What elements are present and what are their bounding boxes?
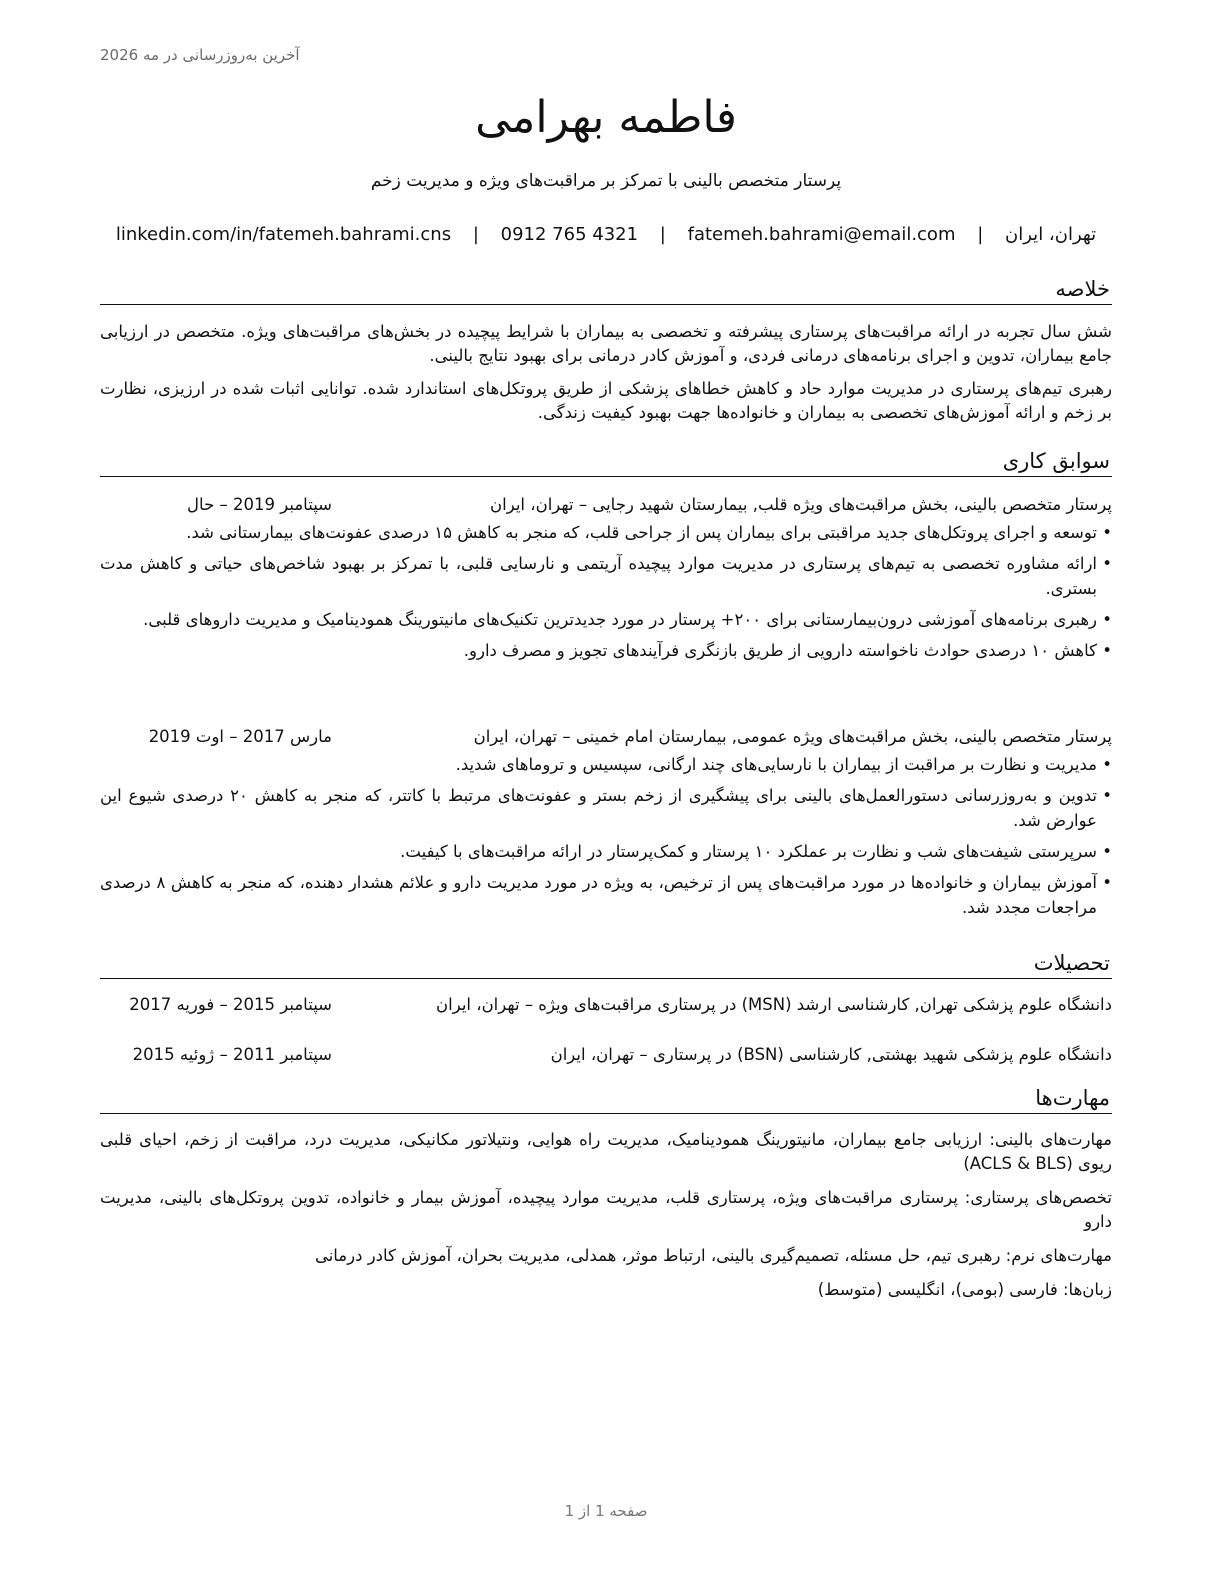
bullet-text: سرپرستی شیفت‌های شب و نظارت بر عملکرد ۱۰ پرستار و کمک‌پرستار در ارائه مراقبت‌های با کیفیت. [400, 842, 1097, 861]
list-item [100, 638, 1112, 663]
section-heading-skills: مهارت‌ها [100, 1083, 1112, 1114]
job-dates: مارس 2017 – اوت 2019 [148, 727, 332, 746]
bullet-text: رهبری برنامه‌های آموزشی درون‌بیمارستانی برای ۲۰۰+ پرستار در مورد جدیدترین تکنیک‌های مانیتورینگ همودینامیک و مدیریت داروهای قلبی. [143, 610, 1097, 629]
summary-section [100, 320, 1112, 434]
bullet-icon: • [1102, 554, 1112, 573]
job-bullets [100, 752, 1112, 920]
job-header [100, 724, 1112, 750]
bullet-icon: • [1102, 755, 1112, 774]
education-title: دانشگاه علوم پزشکی تهران, کارشناسی ارشد (MSN) در پرستاری مراقبت‌های ویژه – تهران، ایران [436, 995, 1112, 1014]
contact-phone[interactable]: 0912 765 4321 [500, 224, 639, 245]
skills-line: مهارت‌های بالینی: ارزیابی جامع بیماران، مانیتورینگ همودینامیک، مدیریت راه هوایی، ونتیلاتور مکانیکی، مدیریت درد، مراقبت از زخم، احیای قلبی ریوی (ACLS & BLS) [100, 1130, 1112, 1173]
education-entry [100, 992, 1112, 1018]
skills-line: مهارت‌های نرم: رهبری تیم، حل مسئله، تصمیم‌گیری بالینی، ارتباط موثر، همدلی، مدیریت بحران، آموزش کادر درمانی [314, 1246, 1112, 1265]
contact-separator: | [472, 224, 479, 245]
resume-page [100, 0, 1112, 1584]
summary-paragraph: رهبری تیم‌های پرستاری در مدیریت موارد حاد و کاهش خطاهای پزشکی از طریق پروتکل‌های استاندارد شده. توانایی اثبات شده در ارزیزی، نظارت بر زخم و ارائه آموزش‌های تخصصی به بیماران و خانواده‌ها جهت بهبود کیفیت زندگی. [100, 379, 1112, 422]
page-number: صفحه 1 از 1 [564, 1502, 648, 1520]
job-header [100, 492, 1112, 518]
bullet-icon: • [1102, 786, 1112, 805]
job-entry [100, 492, 1112, 669]
bullet-icon: • [1102, 873, 1112, 892]
contact-separator: | [977, 224, 984, 245]
bullet-text: کاهش ۱۰ درصدی حوادث ناخواسته دارویی از طریق بازنگری فرآیندهای تجویز و مصرف دارو. [463, 641, 1097, 660]
list-item [100, 551, 1112, 601]
summary-paragraph: شش سال تجربه در ارائه مراقبت‌های پرستاری پیشرفته و تخصصی به بیماران با شرایط پیچیده در بخش‌های مراقبت‌های ویژه. متخصص در ارزیابی جامع بیماران، تدوین و اجرای برنامه‌های درمانی فردی، و آموزش کادر درمانی برای بهبود نتایج بالینی. [100, 322, 1112, 365]
job-entry [100, 724, 1112, 926]
section-heading-education: تحصیلات [100, 948, 1112, 979]
job-dates: سپتامبر 2019 – حال [187, 495, 332, 514]
skills-line: تخصص‌های پرستاری: پرستاری مراقبت‌های ویژه، پرستاری قلب، مدیریت موارد پیچیده، آموزش بیمار و خانواده، تدوین پروتکل‌های بالینی، مدیریت دارو [100, 1188, 1112, 1231]
contact-location: تهران، ایران [1005, 224, 1097, 245]
education-title: دانشگاه علوم پزشکی شهید بهشتی, کارشناسی (BSN) در پرستاری – تهران، ایران [550, 1045, 1112, 1064]
bullet-text: مدیریت و نظارت بر مراقبت از بیماران با نارسایی‌های چند ارگانی، سپسیس و تروماهای شدید. [455, 755, 1097, 774]
section-heading-summary: خلاصه [100, 274, 1112, 305]
bullet-icon: • [1102, 641, 1112, 660]
section-heading-experience: سوابق کاری [100, 446, 1112, 477]
education-dates: سپتامبر 2011 – ژوئیه 2015 [132, 1045, 332, 1064]
list-item [100, 783, 1112, 833]
skills-line: زبان‌ها: فارسی (بومی)، انگلیسی (متوسط) [817, 1280, 1112, 1299]
bullet-text: ارائه مشاوره تخصصی به تیم‌های پرستاری در مدیریت موارد پیچیده آریتمی و نارسایی قلبی، با تمرکز بر بهبود شاخص‌های حیاتی و کاهش مدت بستری. [100, 554, 1097, 598]
bullet-icon: • [1102, 842, 1112, 861]
contact-linkedin[interactable]: linkedin.com/in/fatemeh.bahrami.cns [115, 224, 452, 245]
list-item [100, 520, 1112, 545]
list-item [100, 839, 1112, 864]
job-title: پرستار متخصص بالینی، بخش مراقبت‌های ویژه عمومی, بیمارستان امام خمینی – تهران، ایران [473, 727, 1112, 746]
list-item [100, 870, 1112, 920]
contact-email[interactable]: fatemeh.bahrami@email.com [687, 224, 956, 245]
bullet-text: تدوین و به‌روزرسانی دستورالعمل‌های بالینی برای پیشگیری از زخم بستر و عفونت‌های مرتبط با کاتتر، که منجر به کاهش ۲۰ درصدی شیوع این عوارض شد. [100, 786, 1098, 830]
job-bullets [100, 520, 1112, 663]
job-title: پرستار متخصص بالینی، بخش مراقبت‌های ویژه قلب, بیمارستان شهید رجایی – تهران، ایران [490, 495, 1112, 514]
last-updated-note: آخرین به‌روزرسانی در مه 2026 [100, 46, 300, 64]
bullet-text: توسعه و اجرای پروتکل‌های جدید مراقبتی برای بیماران پس از جراحی قلب، که منجر به کاهش ۱۵ درصدی عفونت‌های بیمارستانی شد. [186, 523, 1097, 542]
contact-line [100, 224, 1112, 245]
contact-separator: | [659, 224, 666, 245]
list-item [100, 607, 1112, 632]
education-entry [100, 1042, 1112, 1068]
bullet-icon: • [1102, 610, 1112, 629]
education-dates: سپتامبر 2015 – فوریه 2017 [129, 995, 332, 1014]
bullet-icon: • [1102, 523, 1112, 542]
candidate-name: فاطمه بهرامی [475, 92, 737, 143]
list-item [100, 752, 1112, 777]
candidate-subtitle: پرستار متخصص بالینی با تمرکز بر مراقبت‌های ویژه و مدیریت زخم [370, 171, 842, 191]
bullet-text: آموزش بیماران و خانواده‌ها در مورد مراقبت‌های پس از ترخیص، به ویژه در مورد مدیریت دارو و علائم هشدار دهنده، که منجر به کاهش ۸ درصدی مراجعات مجدد شد. [100, 873, 1097, 917]
skills-section [100, 1128, 1112, 1312]
